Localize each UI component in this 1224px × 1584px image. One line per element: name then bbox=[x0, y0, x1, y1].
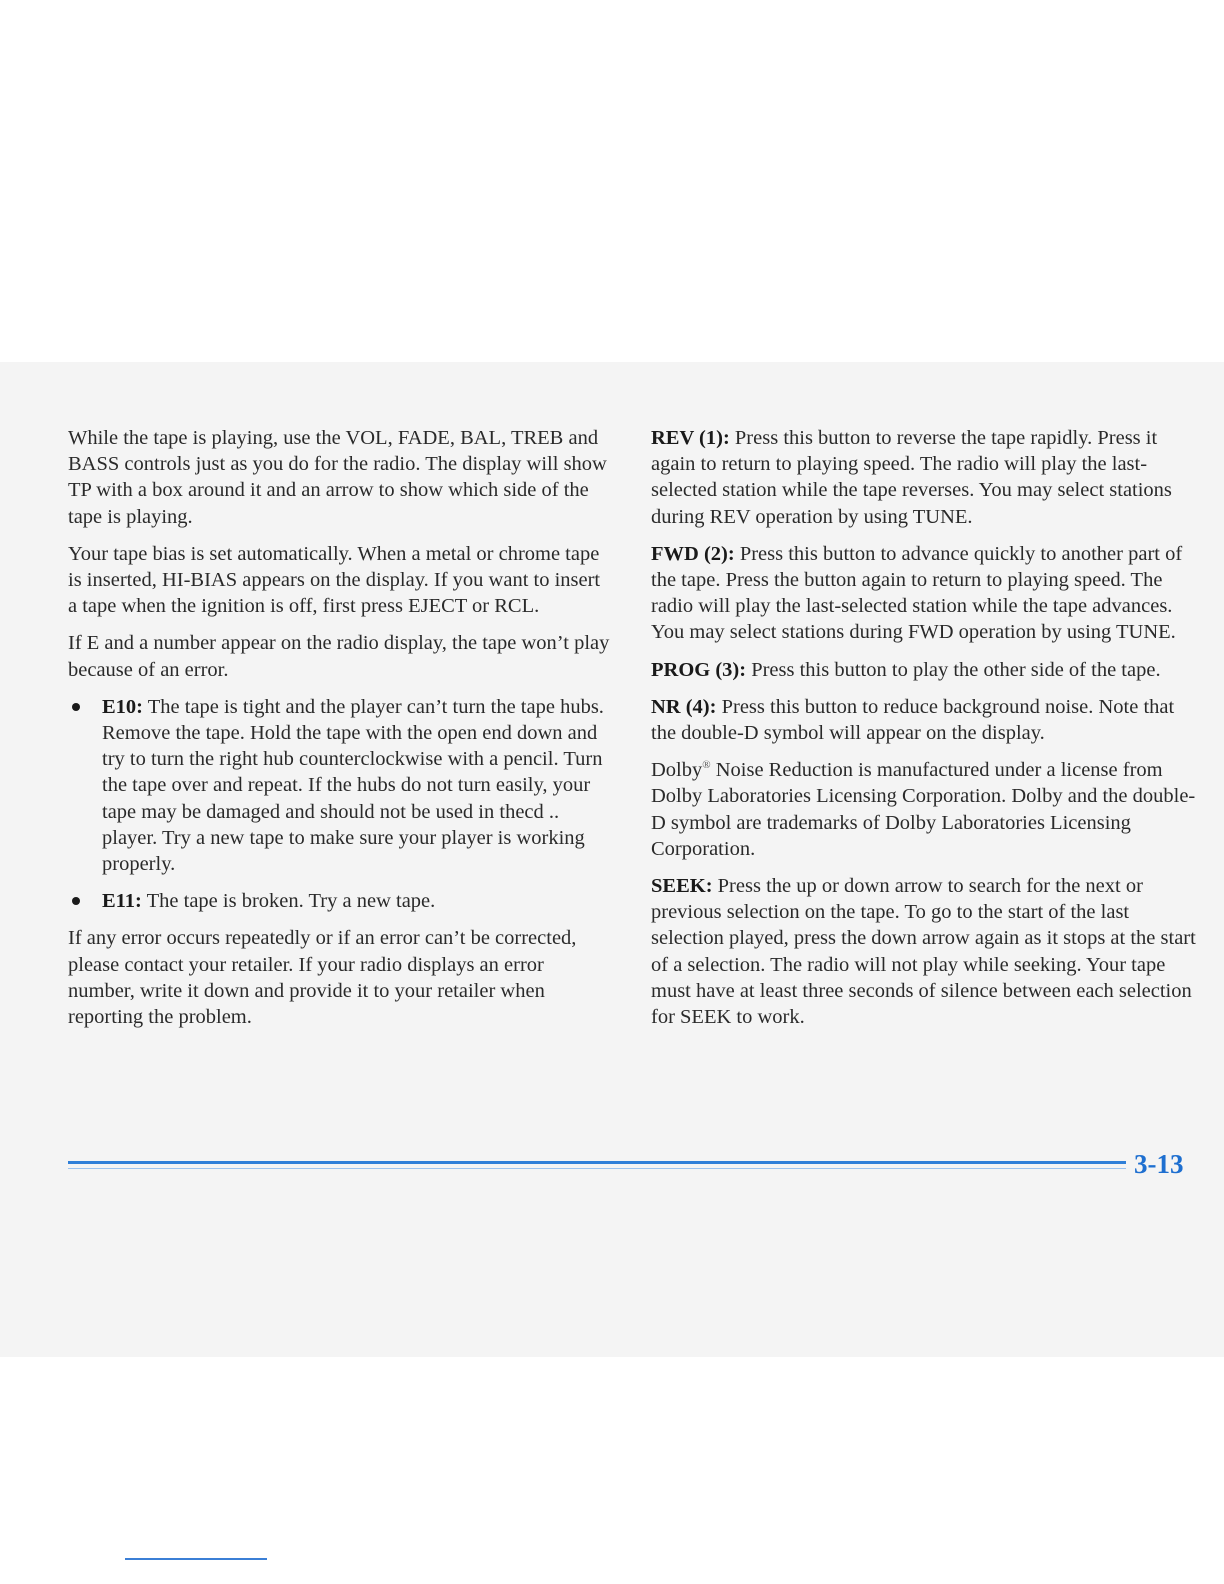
error-code-e10: E10: bbox=[102, 695, 143, 718]
error-text-e10: The tape is tight and the player can’t turn the tape hubs. Remove the tape. Hold the tape with the open end down and try to turn the right hub counterclockwise with a pencil. Turn the tape over and repeat. If the hubs do not turn easily, your tape may be damaged and should not be used in thecd .. player. Try a new tape to make sure your player is working properly. bbox=[102, 695, 604, 876]
bullet-icon bbox=[72, 703, 80, 711]
paragraph-controls: While the tape is playing, use the VOL, FADE, BAL, TREB and BASS controls just as you do for the radio. The display will show TP with a box around it and an arrow to show which side of the tape is playing. bbox=[68, 427, 607, 528]
text-rev: Press this button to reverse the tape rapidly. Press it again to return to playing speed. The radio will play the last-selected station while the tape reverses. You may select stations during REV operation by using TUNE. bbox=[651, 427, 1172, 528]
term-seek: SEEK: bbox=[651, 875, 713, 898]
term-fwd: FWD (2): bbox=[651, 542, 735, 565]
dolby-word: Dolby bbox=[651, 759, 703, 782]
paragraph-contact-retailer: If any error occurs repeatedly or if an error can’t be corrected, please contact your retailer. If your radio displays an error number, write it down and provide it to your retailer when reporting the problem. bbox=[68, 927, 577, 1029]
text-prog: Press this button to play the other side of the tape. bbox=[746, 658, 1161, 681]
text-fwd: Press this button to advance quickly to another part of the tape. Press the button again to return to playing speed. The radio will play the last-selected station while the tape advances. You may select stations during FWD operation by using TUNE. bbox=[651, 542, 1183, 644]
term-prog: PROG (3): bbox=[651, 658, 747, 681]
paragraph-rev bbox=[651, 425, 1196, 530]
error-code-e11: E11: bbox=[102, 890, 142, 913]
list-item-e10 bbox=[68, 694, 613, 877]
footer-divider bbox=[68, 1161, 1126, 1164]
paragraph-dolby bbox=[651, 757, 1196, 862]
list-item-e11 bbox=[68, 888, 613, 914]
paragraph-nr bbox=[651, 694, 1196, 746]
text-seek: Press the up or down arrow to search for the next or previous selection on the tape. To go to the start of the last selection played, press the down arrow again as it stops at the start of a selection. The radio will not play while seeking. Your tape must have at least three seconds of silence between each selection for SEEK to work. bbox=[651, 875, 1196, 1029]
text-nr: Press this button to reduce background noise. Note that the double-D symbol will appear on the display. bbox=[651, 695, 1175, 745]
term-rev: REV (1): bbox=[651, 427, 730, 449]
right-column bbox=[651, 425, 1196, 1041]
paragraph-fwd bbox=[651, 541, 1196, 646]
paragraph-tape-bias: Your tape bias is set automatically. When a metal or chrome tape is inserted, HI-BIAS appears on the display. If you want to insert a tape when the ignition is off, first press EJECT or RCL. bbox=[68, 542, 601, 618]
bottom-accent-line bbox=[125, 1558, 267, 1560]
term-nr: NR (4): bbox=[651, 695, 717, 718]
page-number: 3-13 bbox=[1134, 1149, 1184, 1179]
footer-divider-thin bbox=[68, 1168, 1126, 1169]
left-column bbox=[68, 425, 613, 1041]
dolby-text: Noise Reduction is manufactured under a license from Dolby Laboratories Licensing Corporation. Dolby and the double-D symbol are trademarks of Dolby Laboratories Licensing Corporation. bbox=[651, 759, 1196, 860]
registered-mark-icon: ® bbox=[702, 759, 711, 772]
paragraph-prog bbox=[651, 657, 1196, 683]
paragraph-error-intro: If E and a number appear on the radio display, the tape won’t play because of an error. bbox=[68, 632, 610, 681]
error-text-e11: The tape is broken. Try a new tape. bbox=[141, 890, 436, 913]
paragraph-seek bbox=[651, 873, 1196, 1030]
error-list bbox=[68, 694, 613, 915]
bullet-icon bbox=[72, 897, 80, 905]
